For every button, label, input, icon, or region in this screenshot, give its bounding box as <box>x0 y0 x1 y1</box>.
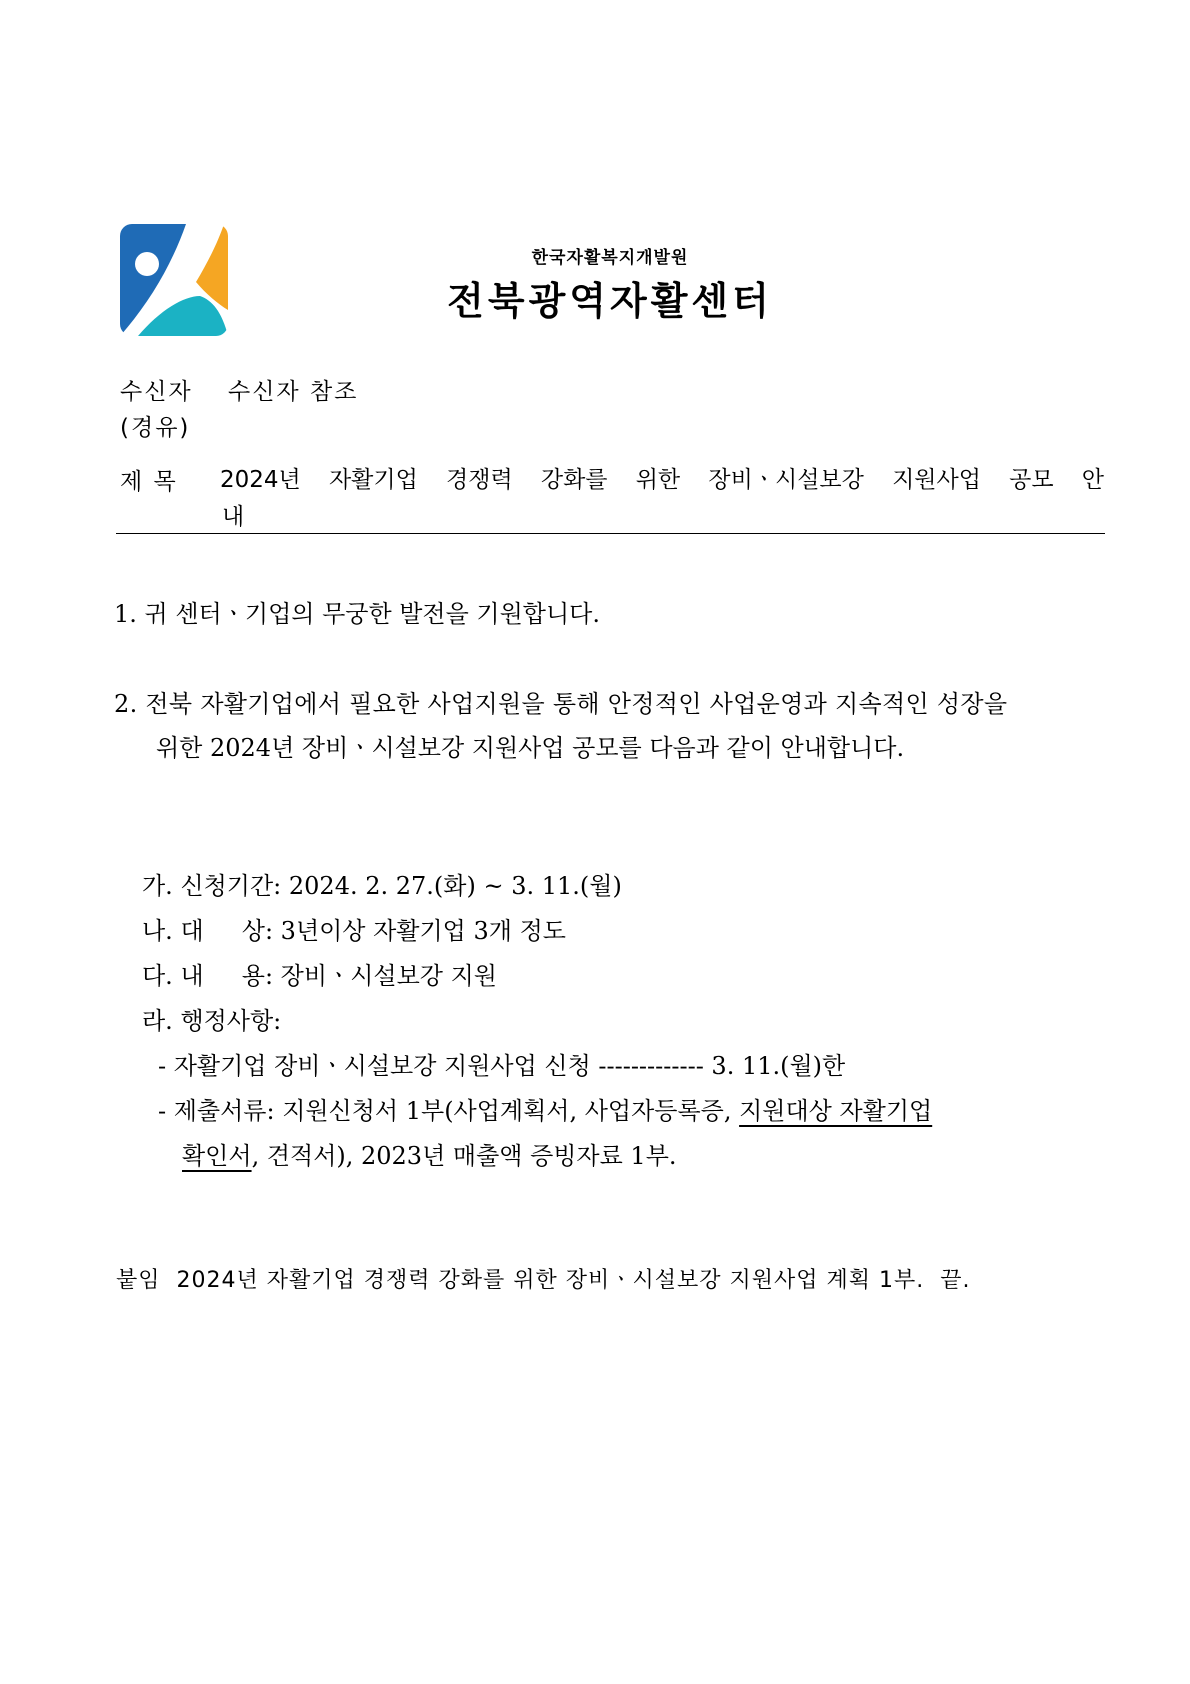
paragraph-2-line2: 위한 2024년 장비ㆍ시설보강 지원사업 공모를 다음과 같이 안내합니다. <box>156 734 905 762</box>
paragraph-1: 1. 귀 센터ㆍ기업의 무궁한 발전을 기원합니다. <box>114 600 600 628</box>
subject-divider <box>116 533 1105 534</box>
admin-dash-1: - 자활기업 장비ㆍ시설보강 지원사업 신청 ------------- 3. 11.(월)한 <box>158 1052 846 1080</box>
item-da-content: 다. 내 용: 장비ㆍ시설보강 지원 <box>142 962 497 990</box>
admin-dash-3 <box>182 1136 677 1171</box>
subject-text-line1: 2024년 자활기업 경쟁력 강화를 위한 장비ㆍ시설보강 지원사업 공모 안 <box>220 467 1104 493</box>
org-subtitle: 한국자활복지개발원 <box>531 248 689 268</box>
subject-text-line2: 내 <box>222 504 245 530</box>
item-na-target: 나. 대 상: 3년이상 자활기업 3개 정도 <box>142 917 566 945</box>
admin-dash-3-underlined: 확인서 <box>182 1142 252 1170</box>
admin-dash-2-underlined: 지원대상 자활기업 <box>739 1097 933 1125</box>
subject-label: 제 목 <box>120 469 178 495</box>
admin-dash-3-text: , 견적서), 2023년 매출액 증빙자료 1부. <box>251 1142 677 1170</box>
admin-dash-2-text: - 제출서류: 지원신청서 1부(사업계획서, 사업자등록증, <box>158 1097 740 1125</box>
item-ga-period: 가. 신청기간: 2024. 2. 27.(화) ~ 3. 11.(월) <box>142 872 622 900</box>
center-logo-icon <box>120 224 228 336</box>
attachment-line: 붙임 2024년 자활기업 경쟁력 강화를 위한 장비ㆍ시설보강 지원사업 계획 1부. 끝. <box>116 1268 971 1293</box>
recipient-value: 수신자 참조 <box>228 379 359 405</box>
logo-head-circle <box>135 252 159 276</box>
recipient-label: 수신자 <box>120 379 193 405</box>
admin-dash-2 <box>158 1091 932 1126</box>
paragraph-2-line1: 2. 전북 자활기업에서 필요한 사업지원을 통해 안정적인 사업운영과 지속적인 성장을 <box>114 690 1008 718</box>
item-ra-admin: 라. 행정사항: <box>142 1007 282 1035</box>
via-label: (경유) <box>120 415 191 441</box>
org-title: 전북광역자활센터 <box>447 279 773 323</box>
